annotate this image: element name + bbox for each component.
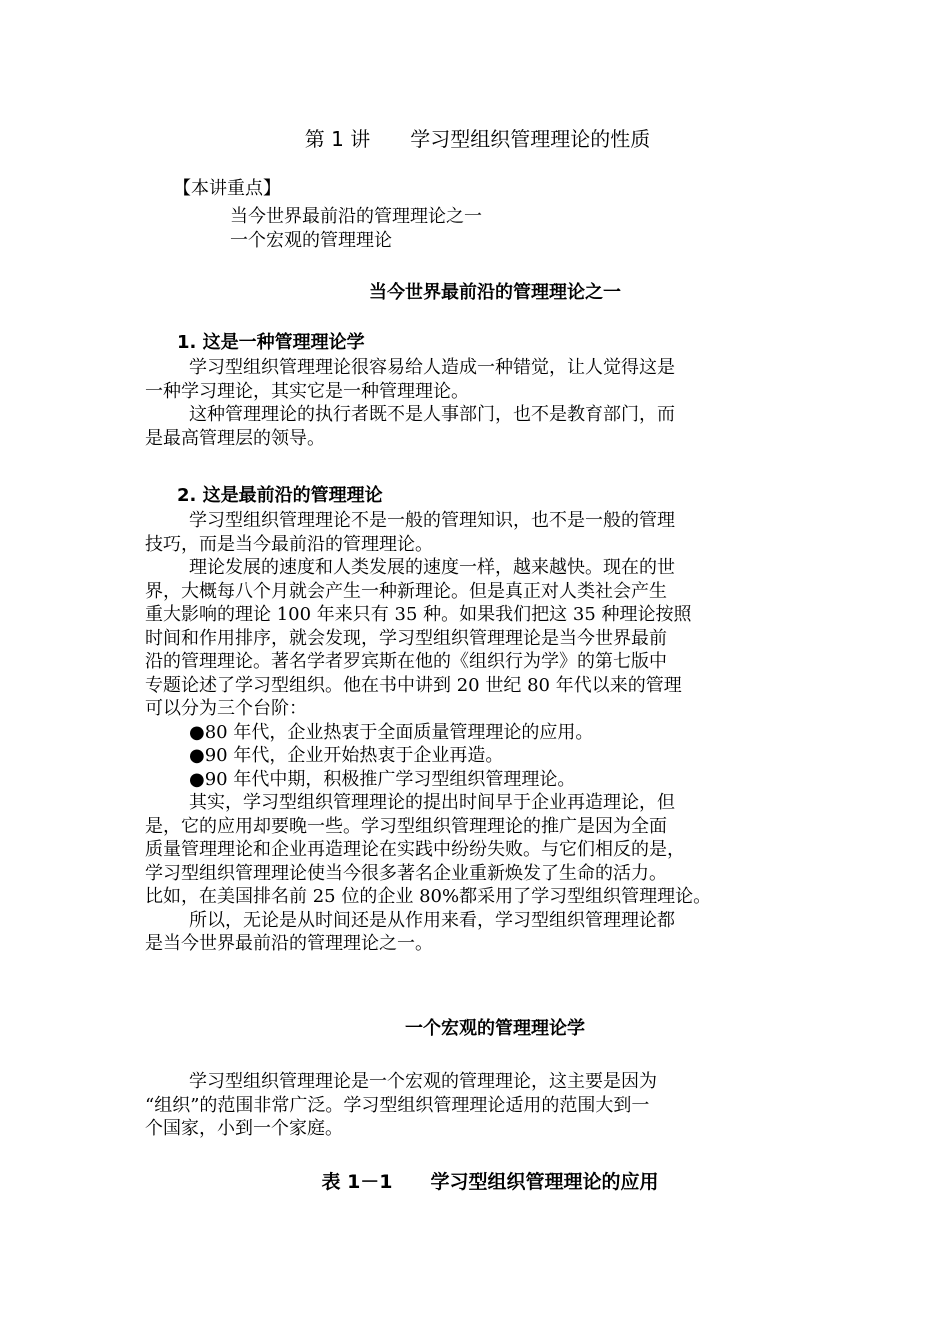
text-line: 一种学习理论，其实它是一种管理理论。: [145, 380, 469, 402]
bullet-item: ●80 年代，企业热衷于全面质量管理理论的应用。: [189, 721, 594, 743]
text-line: 理论发展的速度和人类发展的速度一样，越来越快。现在的世: [189, 557, 675, 578]
bullet-item: ●90 年代，企业开始热衷于企业再造。: [189, 745, 504, 766]
text-line: 时间和作用排序，就会发现，学习型组织管理理论是当今世界最前: [145, 627, 667, 649]
text-line: 沿的管理理论。著名学者罗宾斯在他的《组织行为学》的第七版中: [145, 651, 667, 672]
text-line: 学习型组织管理理论很容易给人造成一种错觉，让人觉得这是: [189, 357, 675, 378]
paragraph: [145, 1070, 810, 1141]
text-line: 是最高管理层的领导。: [145, 427, 325, 449]
text-line: 质量管理理论和企业再造理论在实践中纷纷失败。与它们相反的是，: [145, 839, 685, 860]
text-line: 界，大概每八个月就会产生一种新理论。但是真正对人类社会产生: [145, 580, 667, 602]
text-line: 个国家，小到一个家庭。: [145, 1118, 343, 1139]
lecture-title: 第 1 讲 学习型组织管理理论的性质: [304, 127, 651, 151]
bullet-item: ●90 年代中期，积极推广学习型组织管理理论。: [189, 768, 576, 790]
subsection-heading: 2. 这是最前沿的管理理论: [177, 485, 383, 506]
text-line: 技巧，而是当今最前沿的管理理论。: [145, 533, 433, 555]
key-points-heading: 【本讲重点】: [173, 178, 281, 199]
key-point-item: 当今世界最前沿的管理理论之一: [230, 206, 482, 227]
text-line: 可以分为三个台阶：: [145, 698, 307, 719]
text-line: 学习型组织管理理论使当今很多著名企业重新焕发了生命的活力。: [145, 862, 667, 884]
text-line: 其实，学习型组织管理理论的提出时间早于企业再造理论，但: [189, 792, 675, 813]
section-heading: 一个宏观的管理理论学: [405, 1018, 585, 1039]
key-point-item: 一个宏观的管理理论: [230, 230, 392, 251]
section-heading: 当今世界最前沿的管理理论之一: [369, 282, 621, 303]
text-line: 这种管理理论的执行者既不是人事部门，也不是教育部门，而: [189, 404, 675, 425]
text-line: 所以，无论是从时间还是从作用来看，学习型组织管理理论都: [189, 909, 675, 931]
paragraph: [145, 356, 810, 450]
paragraph: [145, 509, 810, 956]
text-line: 重大影响的理论 100 年来只有 35 种。如果我们把这 35 种理论按照: [145, 604, 692, 625]
text-line: “组织”的范围非常广泛。学习型组织管理理论适用的范围大到一: [145, 1094, 650, 1116]
table-caption: 表 1－1 学习型组织管理理论的应用: [321, 1171, 659, 1193]
subsection-heading: 1. 这是一种管理理论学: [177, 332, 365, 353]
text-line: 学习型组织管理理论不是一般的管理知识，也不是一般的管理: [189, 510, 675, 531]
text-line: 是，它的应用却要晚一些。学习型组织管理理论的推广是因为全面: [145, 815, 667, 837]
text-line: 是当今世界最前沿的管理理论之一。: [145, 933, 433, 954]
text-line: 学习型组织管理理论是一个宏观的管理理论，这主要是因为: [189, 1071, 657, 1092]
text-line: 比如，在美国排名前 25 位的企业 80%都采用了学习型组织管理理论。: [145, 886, 712, 907]
text-line: 专题论述了学习型组织。他在书中讲到 20 世纪 80 年代以来的管理: [145, 674, 682, 696]
